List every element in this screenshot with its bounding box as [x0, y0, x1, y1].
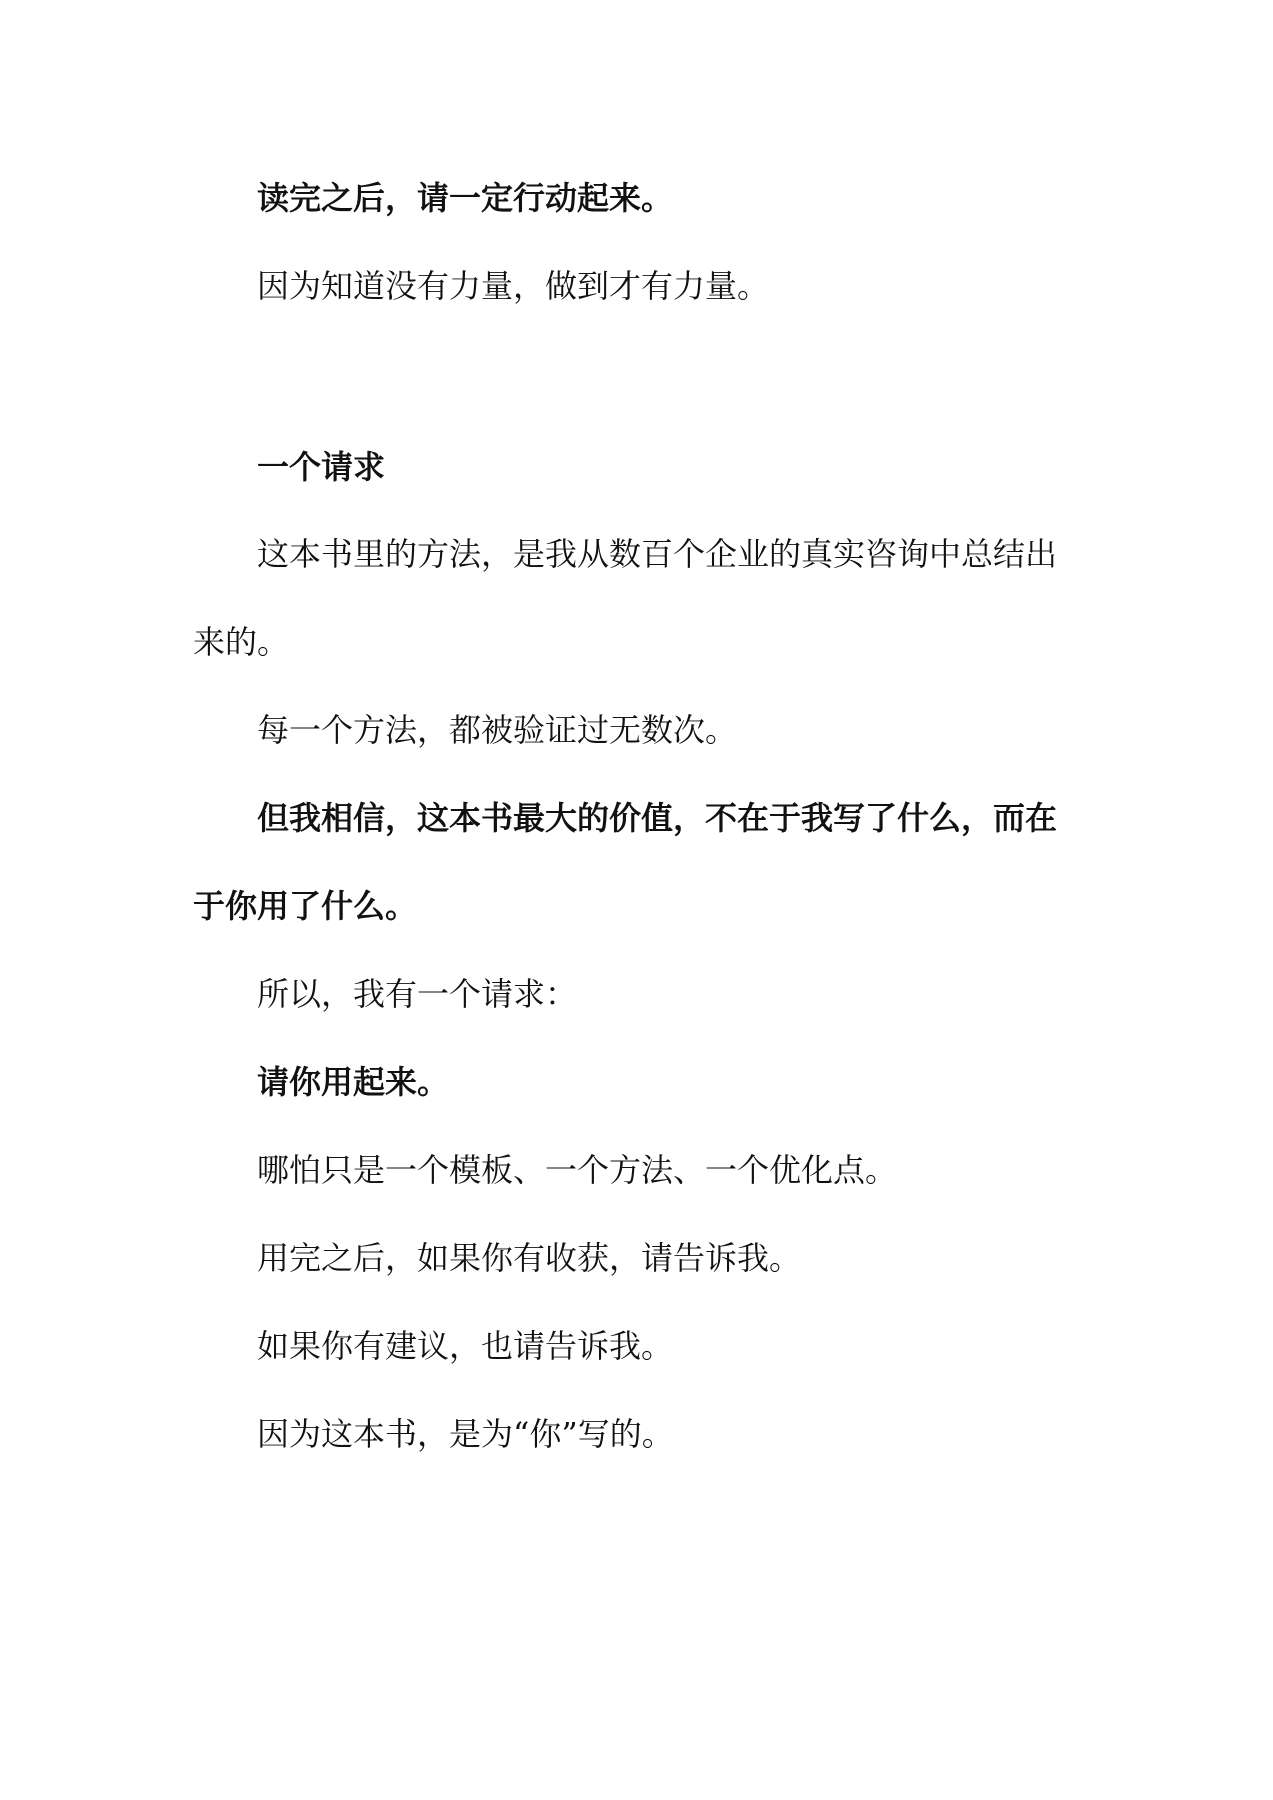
paragraph-knowledge-power: 因为知道没有力量，做到才有力量。: [257, 267, 770, 305]
paragraph-tell-suggestions: 如果你有建议，也请告诉我。: [257, 1327, 674, 1365]
paragraph-even-one: 哪怕只是一个模板、一个方法、一个优化点。: [257, 1151, 898, 1189]
paragraph-book-value: 但我相信，这本书最大的价值，不在于我写了什么，而在于你用了什么。: [193, 799, 1058, 925]
paragraph-call-to-action: 读完之后，请一定行动起来。: [257, 179, 674, 217]
paragraph-please-use: 请你用起来。: [257, 1063, 450, 1101]
paragraph-methods-verified: 每一个方法，都被验证过无数次。: [257, 711, 738, 749]
section-heading: 一个请求: [257, 448, 386, 486]
paragraph-request-intro: 所以，我有一个请求：: [257, 975, 578, 1013]
paragraph-methods-origin: 这本书里的方法，是我从数百个企业的真实咨询中总结出来的。: [193, 535, 1058, 661]
paragraph-tell-gains: 用完之后，如果你有收获，请告诉我。: [257, 1239, 802, 1277]
paragraph-written-for-you: 因为这本书，是为“你”写的。: [257, 1415, 674, 1453]
